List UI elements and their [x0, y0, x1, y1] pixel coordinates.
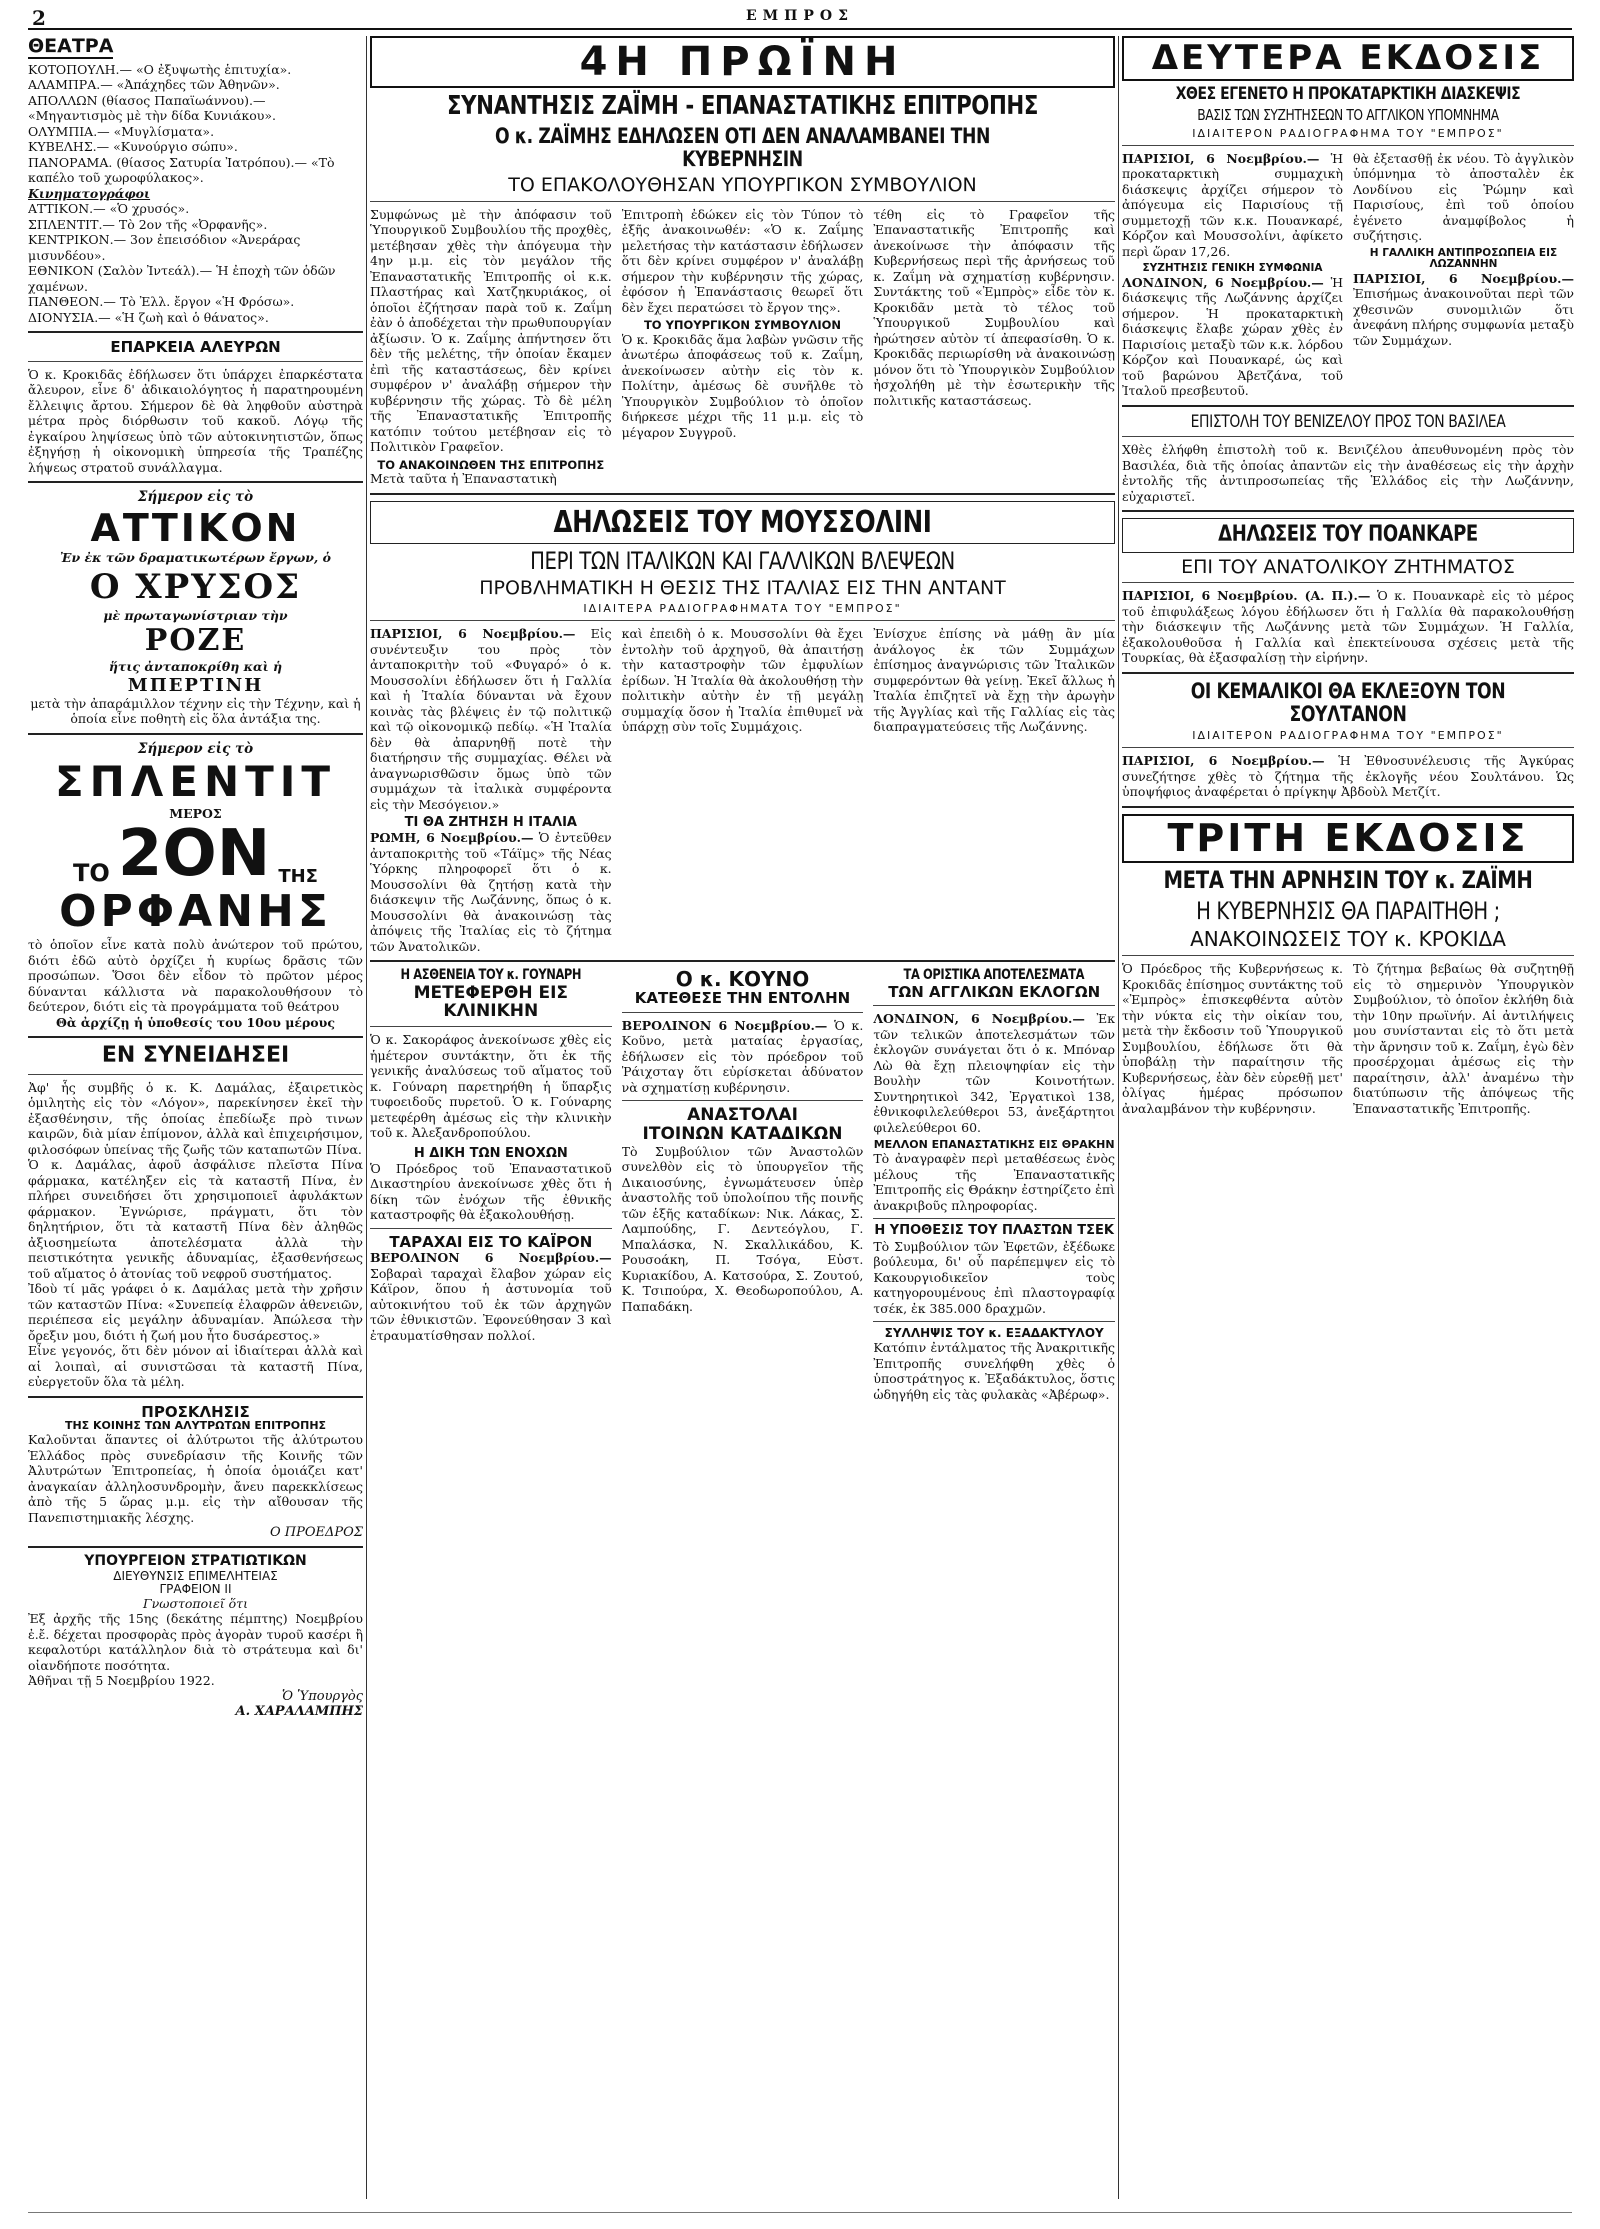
- kemalists-headline: ΟΙ ΚΕΜΑΛΙΚΟΙ ΘΑ ΕΚΛΕΞΟΥΝ ΤΟΝ ΣΟΥΛΤΑΝΟΝ: [1190, 678, 1506, 726]
- splendid-film: ΟΡΦΑΝΗΣ: [59, 886, 332, 938]
- theatre-listing: ΠΑΝΟΡΑΜΑ. (θίασος Σατυρία Ἰατρόπου).— «Τὸ καπέλο τοῦ χωροφύλακος».: [28, 154, 335, 186]
- fourth-col-a-text: Συμφώνως μὲ τὴν ἀπόφασιν τοῦ Ὑπουργικοῦ Συμβουλίου τῆς προχθὲς, μετέβησαν χθὲς τὴν ἀπόγευμα τὴν 4ην μ.μ. εἰς τὸν μεγάλον τῆς Ἐπαναστατικῆς Ἐπιτροπῆς οἱ κ.κ. Πλαστήρας καὶ Χατζηκυριάκος, οἱ ὁποῖοι ἐζήτησαν παρὰ τοῦ κ. Ζαΐμη ἐὰν ὁ ἀποδέχεται τὴν πρωθυπουργίαν ἀξίωσιν. Ὁ κ. Ζαΐμης ἀπήντησεν ὅτι δὲν τῆς μελέτης, τῆν ὁποίαν ἔκαμεν ἐπὶ τῆς καταστάσεως, δὲν κρίνει συμφέρον ν' ἀναλάβῃ σήμερον τὴν κυβέρνησιν τῆς χώρας. Τὸ δὲ μέλη τῆς Ἐπαναστατικῆς Ἐπιτροπῆς κατόπιν τούτου μετέβησαν εἰς τὸ Πολιτικὸν Γραφεῖον.: [370, 206, 612, 455]
- flour-body: Ὁ κ. Κροκιδᾶς ἐδήλωσεν ὅτι ὑπάρχει ἐπαρκέστατα ἄλευρον, εἶνε δ' ἀδικαιολόγητος ἡ παρατηρουμένη ἔλλειψις ἄρτου. Σήμερον δὲ θὰ ληφθοῦν αὐστηρὰ μέτρα πρὸς διόρθωσιν τοῦ κακοῦ. Λόγῳ τῆς ἐγκαίρου ληψίσεως ὑπὸ τῶν αὐτοκινητιστῶν, ὅπως ἐξηγήσῃ ἡ οἰκονομικὴ ὑπηρεσία τῆς Τραπέζης λήψεως στρατοῦ συνάλλαγμα.: [28, 366, 363, 475]
- theatre-listing: ΠΑΝΘΕΟΝ.— Τὸ Ἐλλ. ἔργον «Ἡ Φρόσω».: [28, 294, 295, 310]
- newspaper-title: ΕΜΠΡΟΣ: [745, 8, 854, 24]
- kemalists-article: [1122, 680, 1574, 800]
- splendid-post: ΤΗΣ: [278, 866, 318, 888]
- fourth-col-b-text: Ἐπιτροπὴ ἐδώκεν εἰς τὸν Τύπον τὸ ἑξῆς ἀνακοινωθέν: «Ὁ κ. Ζαΐμης μελετήσας τὴν κατάστασιν ἐδήλωσεν ὅτι δὲν κρίνει συμφέρον ν' ἀναλάβῃ σήμερον τὴν κυβέρνησιν τῆς χώρας, ἐφόσον ἡ Ἐπανάστασις θεωρεῖ ὅτι δὲν ἔχει περατώσει τὸ ἔργον της».: [621, 206, 864, 315]
- trial-body: Ὁ Πρόεδρος τοῦ Ἐπαναστατικοῦ Δικαστηρίου ἀνεκοίνωσε χθὲς ὅτι ἡ δίκη τῶν ἐνόχων τῆς ἐθνικῆς καταστροφῆς θὰ ἐξακολουθήσῃ.: [370, 1160, 612, 1223]
- mussolini-col-a-dateline: ΡΩΜΗ, 6 Νοεμβρίου.—: [370, 830, 534, 846]
- cairo-body: Σοβαραὶ ταραχαὶ ἔλαβον χώραν εἰς Κάϊρον, ὅπου ἡ ἀστυνομία τοῦ αὐτοκινήτου τοῦ ἐκ τῶν ἀρχηγῶν τῶν ἐθνικιστῶν. Ἐφονεύθησαν 3 καὶ ἐτραυματίσθησαν πολλοί.: [370, 1265, 612, 1343]
- kouno-dateline: ΒΕΡΟΛΙΝΟΝ 6 Νοεμβρίου.—: [621, 1017, 828, 1033]
- splendid-number-row: [28, 817, 363, 892]
- third-edition-title: ΤΡΙΤΗ ΕΚΔΟΣΙΣ: [1122, 814, 1574, 864]
- splendid-body: τὸ ὁποῖον εἶνε κατὰ πολὺ ἀνώτερον τοῦ πρώτου, διότι ἐδῶ αὐτὸ ὀρχίζει ἡ κυρίως δρᾶσις τῶν προσώπων. Ὅσοι δὲν εἶδον τὸ πρῶτον μέρος δύνανται κάλλιστα νὰ παρακολουθήσουν τὸ δεύτερον, διότι εἰς τὰ προγράμματα τοῦ θεάτρου: [28, 937, 363, 1015]
- attikon-star2: ΜΠΕΡΤΙΝΗ: [127, 674, 264, 696]
- lower-col-b: [622, 968, 864, 1402]
- fourth-headline-2: Ο κ. ΖΑΪΜΗΣ ΕΔΗΛΩΣΕΝ ΟΤΙ ΔΕΝ ΑΝΑΛΑΜΒΑΝΕΙ ΤΗΝ ΚΥΒΕΡΝΗΣΙΝ: [494, 123, 991, 171]
- ministry-heading: ΥΠΟΥΡΓΕΙΟΝ ΣΤΡΑΤΙΩΤΙΚΩΝ: [84, 1553, 307, 1570]
- kemalists-body: Ἡ Ἐθνοσυνέλευσις τῆς Ἀγκύρας συνεζήτησε χθὲς τὸ ζήτημα τῆς ἐκλογῆς νέου Σουλτάνου. Ὡς ὑποψήφιος ἀναφέρεται ὁ πρίγκηψ Ἀβδοὺλ Μετζίτ.: [1122, 753, 1574, 800]
- mussolini-col-c: [873, 626, 1115, 954]
- kemalists-dateline: ΠΑΡΙΣΙΟΙ, 6 Νοεμβρίου.—: [1122, 753, 1325, 769]
- theatre-listing: ΕΘΝΙΚΟΝ (Σαλὸν Ἰντεάλ).— Ἡ ἐποχὴ τῶν ὁδῶν χαμένων.: [28, 263, 336, 294]
- theatre-listing: ΑΠΟΛΛΩΝ (θίασος Παπαϊωάννου).— «Μηγαντισμὸς μὲ τὴν δίδα Κυνιάκου».: [28, 92, 277, 124]
- mussolini-headline-1: ΔΗΛΩΣΕΙΣ ΤΟΥ ΜΟΥΣΣΟΛΙΝΙ: [370, 501, 1115, 544]
- lower-col-a: [370, 968, 612, 1402]
- poincare-body: Ὁ κ. Πουανκαρὲ εἰς τὸ μέρος τοῦ ἐπιφυλάξεως λόγου ἐδήλωσεν ὅτι ἡ Γαλλία θὰ παρακολουθήσῃ τὴν διάσκεψιν τῆς Λωζάννης μετὰ τῶν Συμμάχων. Ἡ Γαλλία, ἐξακολουθοῦσα ἡ Γαλλία καὶ ἐπεκτείνουσα σχέσεις μετὰ τῆς Τουρκίας, θὰ ἐξασφαλίσῃ τὴν εἰρήνην.: [1122, 588, 1574, 666]
- fourth-col-c-text: τέθη εἰς τὸ Γραφεῖον τῆς Ἐπαναστατικῆς Ἐπιτροπῆς καὶ ἀνεκοίνωσε τὴν ἀπόφασιν τῆς Κυβερνήσεως περὶ τῆς ἀρνήσεως τοῦ κ. Ζαΐμη νὰ σχηματίσῃ κυβέρνησιν. Συντάκτης τοῦ «Ἐμπρὸς» εἶδε τὸν κ. Κροκιδᾶν μετὰ τὸ τέλος τοῦ Ὑπουργικοῦ Συμβουλίου καὶ ἠρώτησεν αὐτὸν τί ἀπεφασίσθη. Ὁ κ. Κροκιδᾶς περιωρίσθη νὰ ἀνακοινώσῃ μόνον ὅτι τὸ Ὑπουργικὸν Συμβούλιον ἠσχολήθη μὲ τὴν ἐσωτερικὴν τῆς πολιτικῆς καταστάσεως.: [873, 206, 1115, 408]
- splendid-ad: [28, 741, 363, 1031]
- second-edition: [1122, 36, 1574, 399]
- mussolini-col-a: [370, 626, 612, 954]
- ministry-sub: ΔΙΕΥΘΥΝΣΙΣ ΕΠΙΜΕΛΗΤΕΙΑΣ: [113, 1568, 278, 1583]
- flour-article: [28, 339, 363, 475]
- splendid-pre: ΤΟ: [73, 859, 110, 888]
- third-headline-2: Η ΚΥΒΕΡΝΗΣΙΣ ΘΑ ΠΑΡΑΙΤΗΘΗ ;: [1196, 896, 1500, 925]
- third-col-a-text: Ὁ Πρόεδρος τῆς Κυβερνήσεως κ. Κροκιδᾶς ἐπίσημος συντάκτης τοῦ «Ἐμπρὸς» ἐπισκεφθέντα αὐτὸν τὴν νύκτα εἰς τὴν οἰκίαν του, μετὰ τὴν ἔκδοσιν τοῦ Ὑπουργικοῦ Συμβουλίου, ἐδήλωσε ὅτι θὰ ὑποβάλῃ τὴν παραίτησιν τῆς Κυβερνήσεως, ἐὰν δὲν εὑρεθῇ μετ' ὀλίγας ἡμέρας πρόσωπον ἀναλαμβάνον τὴν κυβέρνησιν.: [1122, 961, 1343, 1116]
- second-dateline-3: ΠΑΡΙΣΙΟΙ, 6 Νοεμβρίου.—: [1353, 270, 1574, 286]
- ministry-signature-name: Α. ΧΑΡΑΛΑΜΠΗΣ: [235, 1703, 363, 1719]
- third-col-a: [1122, 961, 1343, 1116]
- fourth-col-b: [622, 207, 864, 487]
- column-rule: [1118, 36, 1119, 2199]
- splendid-number: 2ΟΝ: [117, 817, 271, 892]
- venizelos-article: [1122, 413, 1574, 505]
- third-headline-1: ΜΕΤΑ ΤΗΝ ΑΡΝΗΣΙΝ ΤΟΥ κ. ΖΑΪΜΗ: [1163, 866, 1533, 895]
- kouno-body: Ὁ κ. Κοῦνο, μετὰ ματαίας ἐργασίας, ἐδήλωσεν εἰς τὸν πρόεδρον τοῦ Ῥάιχσταγ ὅτι εὐρίσκεται ἀδύνατον νὰ σχηματίσῃ κυβέρνησιν.: [621, 1017, 864, 1095]
- center-column: [370, 36, 1115, 2199]
- call-subheading: ΤΗΣ ΚΟΙΝΗΣ ΤΩΝ ΑΛΥΤΡΩΤΩΝ ΕΠΙΤΡΟΠΗΣ: [64, 1419, 327, 1433]
- mussolini-dateline: ΠΑΡΙΣΙΟΙ, 6 Νοεμβρίου.—: [370, 626, 576, 642]
- third-headline-3: ΑΝΑΚΟΙΝΩΣΕΙΣ ΤΟΥ κ. ΚΡΟΚΙΔΑ: [1190, 927, 1506, 952]
- flour-heading: ΕΠΑΡΚΕΙΑ ΑΛΕΥΡΩΝ: [110, 338, 281, 357]
- third-col-b: [1353, 961, 1574, 1116]
- kouno-headline-1: Ο κ. ΚΟΥΝΟ: [675, 968, 810, 992]
- elections-body-2: Τὸ ἀναγραφὲν περὶ μεταθέσεως ἑνὸς μέλους τῆς Ἐπαναστατικῆς Ἐπιτροπῆς εἰς Θράκην ἐστηρίζετο ἐπὶ ἀνακριβοῦς πληροφορίας.: [873, 1151, 1115, 1213]
- mussolini-headline-3: ΠΡΟΒΛΗΜΑΤΙΚΗ Η ΘΕΣΙΣ ΤΗΣ ΙΤΑΛΙΑΣ ΕΙΣ ΤΗΝ ΑΝΤΑΝΤ: [479, 577, 1006, 600]
- mussolini-col-b-text: καὶ ἐπειδὴ ὁ κ. Μουσσολίνι θὰ ἔχει ἐντολὴν τοῦ ἀρχηγοῦ, θὰ ἀπαιτήσῃ τὴν καταστροφὴν τῶν ἐμφυλίων ἐρίδων. Ἡ Ἰταλία θὰ ἀκολουθήσῃ τὴν πολιτικὴν αὐτὴν ἐν τῇ μεγάλῃ συμμαχίᾳ ὅσον ἡ Ἰταλία ἐπιθυμεῖ νὰ ὑπάρχῃ σὺν τοῖς Συμμάχοις.: [621, 626, 864, 735]
- kouno-headline-2: ΚΑΤΕΘΕΣΕ ΤΗΝ ΕΝΤΟΛΗΝ: [634, 989, 851, 1008]
- mussolini-col-a-text: Εἰς συνέντευξιν του πρὸς τὸν ἀνταποκριτὴν τοῦ «Φυγαρό» ὁ κ. Μουσσολίνι ἐδήλωσεν ὅτι ἡ Γαλλία καὶ ἡ Ἰταλία δύνανται νὰ ἔχουν κοινὰς τὰς βλέψεις ἐν τῷ πολιτικῷ καὶ τῷ οἰκονομικῷ πεδίῳ. «Ἡ Ἰταλία δὲν θὰ ἀπαρνηθῇ ποτὲ τὴν διατήρησιν τῆς συμμαχίας. Θέλει νὰ ἀναγνωρισθῶσιν ὅμως ὑπὸ τῶν συμμάχων τὰ ἰταλικὰ συμφέροντα εἰς τὴν Μεσόγειον.»: [370, 626, 612, 812]
- mussolini-columns: [370, 626, 1115, 954]
- theatre-listing: ΣΠΛΕΝΤΙΤ.— Τὸ 2ον τῆς «Ὀρφανῆς».: [28, 216, 268, 232]
- poincare-dateline: ΠΑΡΙΣΙΟΙ, 6 Νοεμβρίου. (Α. Π.).—: [1122, 588, 1371, 604]
- trials-headline-2: ΙΤΟΙΝΩΝ ΚΑΤΑΔΙΚΩΝ: [642, 1124, 843, 1145]
- call-signature: Ο ΠΡΟΕΔΡΟΣ: [269, 1525, 363, 1541]
- trial-sub: Η ΔΙΚΗ ΤΩΝ ΕΝΟΧΩΝ: [413, 1145, 568, 1161]
- call-body: Καλοῦνται ἅπαντες οἱ ἀλύτρωτοι τῆς ἀλύτρωτου Ἑλλάδος πρὸς συνεδρίασιν τῆς Κοινῆς τῶν Ἀλυτρώτων Ἐπιτροπείας, ἡ ὁποία ὁμοιάζει κατ' ἀναγκαίαν ἀλληλοσυνδρομὴν, ἄνευ παρεκκλίσεως ἀπὸ τῆς 5 ὥρας μ.μ. εἰς τὴν αἴθουσαν τῆς Πανεπιστημιακῆς λέσχης.: [28, 1432, 363, 1525]
- call-heading: ΠΡΟΣΚΛΗΣΙΣ: [141, 1402, 250, 1421]
- third-edition: [1122, 814, 1574, 1117]
- left-column: [28, 36, 363, 2199]
- page-bottom-rule: [28, 2212, 1572, 2213]
- elections-dateline: ΛΟΝΔΙΝΟΝ, 6 Νοεμβρίου.—: [873, 1011, 1085, 1027]
- trials-body: Τὸ Συμβούλιον τῶν Ἀναστολῶν συνελθὸν εἰς τὸ ὑπουργεῖον τῆς Δικαιοσύνης, ἐγνωμάτευσεν ὑπὲρ ἀναστολῆς τοῦ ὑπολοίπου τῆς ποινῆς τῶν ἑξῆς καταδίκων: Νικ. Λάκας, Σ. Λαμπούδης, Γ. Δεντεόγλου, Γ. Μπαλάσκα, Ν. Σκαλλικάδου, Κ. Ρουσοάκη, Π. Τσόγα, Εὐστ. Κυριακίδου, Α. Κατσούρα, Σ. Ζουτού, Κ. Τσιπούρα, Χ. Θεοδωροπούλου, Α. Παπαδάκη.: [621, 1143, 864, 1314]
- theatre-listing: ΟΛΥΜΠΙΑ.— «Μυγλίσματα».: [28, 123, 215, 139]
- second-col-b-text: θὰ ἐξετασθῇ ἐκ νέου. Τὸ ἀγγλικὸν ὑπόμνημα τὸ ἀποσταλὲν ἐκ Λονδίνου εἰς Ῥώμην καὶ Παρισίους, ἐπὶ τοῦ ὁποίου ἐγένετο ἀναμφίβολος ἡ συζήτησις.: [1353, 150, 1574, 244]
- poincare-article: [1122, 518, 1574, 666]
- venizelos-body: Χθὲς ἐλήφθη ἐπιστολὴ τοῦ κ. Βενιζέλου ἀπευθυνομένη πρὸς τὸν Βασιλέα, διὰ τῆς ὁποίας ἀπαντῶν εἰς τὴν ἀναθέσεως εἰς τὴν ἀρχὴν ἐντολῆς τῆς ἀντιπροσωπείας τῆς Ἑλλάδος εἰς τὴν Λωζάννην, εὐχαριστεῖ.: [1122, 442, 1574, 504]
- conscience-body-3: Ἰδοὺ τί μᾶς γράφει ὁ κ. Δαμάλας μετὰ τὴν χρῆσιν τῶν καταστῶν Πίνα: «Συνεπείᾳ ἐλαφρῶν ἀθενειῶν, περιέπεσα εἰς μεγάλην ἀδυναμίαν. Ἀπώλεσα τὴν ὄρεξιν μου, διότι ἡ ζωή μου ἦτο δυσάρεστος.»: [28, 1281, 363, 1343]
- second-credit: ΙΔΙΑΙΤΕΡΟΝ ΡΑΔΙΟΓΡΑΦΗΜΑ ΤΟΥ "ΕΜΠΡΟΣ": [1192, 126, 1504, 140]
- second-dateline-2: ΛΟΝΔΙΝΟΝ, 6 Νοεμβρίου.—: [1122, 274, 1324, 290]
- attikon-line4: μετὰ τὴν ἀπαράμιλλον τέχνην εἰς τὴν Τέχνην, καὶ ἡ ὁποία εἶνε ποθητὴ εἰς ὅλα ἀντάξια της.: [30, 695, 361, 727]
- teek-headline: Η ΥΠΟΘΕΣΙΣ ΤΟΥ ΠΛΑΣΤΩΝ ΤΣΕΚ: [874, 1223, 1114, 1239]
- conscience-body-2: Ὁ κ. Δαμάλας, ἀφοῦ ἀσφάλισε πλεῖστα Πίνα φάρμακα, κατέληξεν εἰς τὰ καταστῆ Πίνα, ἐν πλήρει συνειδήσει ὅτι χρησιμοποιεῖ ἀφυλάκτων φάρμακον. Ἐγνώρισε, πράγματι, ὅτι τὸν δηλητήριον, ὅτι τὰ καταστῆ Πίνα δὲν ἀληθῶς ἀξιοσημείωτα ἀποτελέσματα ἀλλὰ τὴν πειστικότητα γενικῆς ἀδυναμίας, ἐξασθενήσεως τοῦ αἵματος ὁ ἀτονίας τοῦ νεφροῦ συστήματος.: [28, 1157, 363, 1281]
- column-rule: [366, 36, 367, 2199]
- theatre-listing: Κινηματογράφοι: [28, 185, 151, 201]
- attikon-line1: Ἐν ἐκ τῶν δραματικωτέρων ἔργων, ὁ: [60, 550, 331, 566]
- right-column: [1122, 36, 1574, 2199]
- attikon-film: Ο ΧΡΥΣΟΣ: [89, 566, 302, 607]
- conscience-heading: ΕΝ ΣΥΝΕΙΔΗΣΕΙ: [101, 1043, 290, 1069]
- ministry-notice: [28, 1554, 363, 1719]
- attikon-line2: μὲ πρωταγωνίστριαν τὴν: [103, 607, 288, 623]
- second-col-b: [1353, 151, 1574, 399]
- teek-body: Τὸ Συμβούλιον τῶν Ἐφετῶν, ἐξέδωκε βούλευμα, δι' οὗ παρέπεμψεν εἰς τὸ Κακουργιοδικεῖον τοὺς κατηγορουμένους ἐπὶ πλαστογραφίᾳ τσέκ, ἐκ 385.000 δραχμῶν.: [873, 1238, 1115, 1316]
- cairo-dateline: ΒΕΡΟΛΙΝΟΝ 6 Νοεμβρίου.—: [370, 1250, 612, 1266]
- venizelos-headline: ΕΠΙΣΤΟΛΗ ΤΟΥ ΒΕΝΙΖΕΛΟΥ ΠΡΟΣ ΤΟΝ ΒΑΣΙΛΕΑ: [1190, 411, 1506, 432]
- theatres-section: [28, 36, 363, 325]
- fourth-col-a-text-2: Μετὰ ταῦτα ἡ Ἐπαναστατικὴ: [370, 471, 557, 487]
- second-columns: [1122, 151, 1574, 399]
- mussolini-col-a-text-2: Ὁ ἐντεῦθεν ἀνταποκριτὴς τοῦ «Τάϊμς» τῆς Νέας Ὑόρκης πληροφορεῖ ὅτι ὁ κ. Μουσσολίνι θὰ ζητήσῃ κατὰ τὴν διάσκεψιν τῆς Λωζάννης, ὅπως ὁ κ. Μουσσολίνι θὰ ἀνακοινώσῃ τὰς ἀπόψεις τῆς Ἰταλίας εἰς τὸ ζήτημα τῶν Ἀνατολικῶν.: [370, 830, 612, 954]
- fourth-col-c: [873, 207, 1115, 487]
- fourth-edition: [370, 36, 1115, 487]
- poincare-headline-2: ΕΠΙ ΤΟΥ ΑΝΑΤΟΛΙΚΟΥ ΖΗΤΗΜΑΤΟΣ: [1181, 555, 1515, 578]
- third-col-b-text: Τὸ ζήτημα βεβαίως θὰ συζητηθῇ εἰς τὸ σημερινὸν Ὑπουργικὸν Συμβούλιον, τὸ ὁποῖον ἐκλήθη διὰ τὴν 10ην πρωϊνήν. Αἱ ἀντιλήψεις μου συνίστανται εἰς τὸ ὅτι μετὰ τὴν ἄρνησιν τοῦ κ. Ζαΐμη, ἐγὼ δὲν προσέρχομαι ἀμέσως εἰς τὴν παραίτησιν, ἀλλ' ἀναμένω τὴν διατύπωσιν τῆς ἀπόψεως τῆς Ἐπαναστατικῆς Ἐπιτροπῆς.: [1353, 961, 1574, 1116]
- fourth-columns: [370, 207, 1115, 487]
- cairo-headline: ΤΑΡΑΧΑΙ ΕΙΣ ΤΟ ΚΑΪΡΟΝ: [389, 1232, 593, 1251]
- elections-headline-1: ΤΑ ΟΡΙΣΤΙΚΑ ΑΠΟΤΕΛΕΣΜΑΤΑ: [903, 968, 1085, 984]
- elections-headline-2: ΤΩΝ ΑΓΓΛΙΚΩΝ ΕΚΛΟΓΩΝ: [888, 982, 1101, 1001]
- second-body: Ἡ προκαταρκτικὴ συμμαχικὴ διάσκεψις ἀρχίζει σήμερον τὸ ἀπόγευμα εἰς Παρισίους τῇ συμμετοχῇ τῶν κ.κ. Πουανκαρέ, Κόρζον καὶ Μουσσολίνι, ἀφίκετο περὶ ὥραν 17,26.: [1122, 150, 1343, 259]
- gounaris-body: Ὁ κ. Σακοράφος ἀνεκοίνωσε χθὲς εἰς ἡμέτερον συντάκτην, ὅτι ἐκ τῆς γενικῆς ἀναλύσεως τοῦ αἵματος τοῦ κ. Γούναρη παρετηρήθη ἡ ὕπαρξις τυφοειδοῦς πυρετοῦ. Ὁ κ. Γούναρης μετεφέρθη ἀμέσως εἰς τὴν κλινικὴν τοῦ κ. Ἀλεξανδροπούλου.: [370, 1032, 612, 1141]
- theatre-list: [28, 62, 363, 326]
- trials-headline-1: ΑΝΑΣΤΟΛΑΙ: [687, 1105, 798, 1126]
- escape-headline: ΣΥΛΛΗΨΙΣ ΤΟΥ κ. ΕΞΑΔΑΚΤΥΛΟΥ: [884, 1326, 1104, 1341]
- escape-body: Κατόπιν ἐντάλματος τῆς Ἀνακριτικῆς Ἐπιτροπῆς συνελήφθη χθὲς ὁ ὑποστράτηγος κ. Ἐξαδάκτυλος, ὅστις ὡδηγήθη εἰς τὰς φυλακὰς «Ἀβέρωφ».: [873, 1340, 1115, 1402]
- attikon-star: ΡΟΖΕ: [144, 623, 247, 659]
- conscience-article: [28, 1044, 363, 1389]
- second-body-3: Ἐπισήμως ἀνακοινοῦται περὶ τῶν χθεσινῶν συνομιλιῶν ὅτι ἀνεφάνη πλήρης συμφωνία μεταξὺ τῶν Συμμάχων.: [1353, 286, 1574, 348]
- gounaris-headline-2: ΜΕΤΕΦΕΡΘΗ ΕΙΣ ΚΛΙΝΙΚΗΝ: [413, 982, 569, 1022]
- ministry-signature-role: Ὁ Ὑπουργὸς: [281, 1688, 363, 1704]
- mussolini-headline-2: ΠΕΡΙ ΤΩΝ ΙΤΑΛΙΚΩΝ ΚΑΙ ΓΑΛΛΙΚΩΝ ΒΛΕΨΕΩΝ: [530, 546, 955, 575]
- conscience-body-4: Εἶνε γεγονός, ὅτι δὲν μόνον αἱ ἰδιαίτεραι ἀλλὰ καὶ αἱ λοιπαὶ, αἱ συνιστῶσαι τὰ καταστῆ Πίνα, εὐεργετοῦν ὅλα τὰ μέλη.: [28, 1343, 363, 1390]
- attikon-today: Σήμερον εἰς τὸ: [137, 489, 254, 506]
- theatres-heading: ΘΕΑΤΡΑ: [28, 36, 114, 57]
- elections-body: Ἐκ τῶν τελικῶν ἀποτελεσμάτων τῶν ἐκλογῶν συνάγεται ὅτι ὁ κ. Μπόναρ Λὼ θὰ ἔχῃ πλειοψηφίαν εἰς τὴν Βουλὴν τῶν Κοινοτήτων. Συντηρητικοὶ 342, Ἐργατικοὶ 138, ἐθνικοφιλελεύθεροι 53, ἀνεξάρτητοι φιλελεύθεροι 60.: [873, 1011, 1115, 1135]
- ministry-body: Ἐξ ἀρχῆς τῆς 15ης (δεκάτης πέμπτης) Νοεμβρίου ἐ.ἔ. δέχεται προσφορὰς πρὸς ἀγορὰν τυροῦ κασέρι ἢ κεφαλοτύρι κατάλληλον διὰ τὸ στράτευμα καὶ δι' οἰανδήποτε ποσότητα.: [28, 1611, 363, 1673]
- kemalists-credit: ΙΔΙΑΙΤΕΡΟΝ ΡΑΔΙΟΓΡΑΦΗΜΑ ΤΟΥ "ΕΜΠΡΟΣ": [1192, 729, 1504, 743]
- theatre-listing: ΚΕΝΤΡΙΚΟΝ.— 3ον ἐπεισόδιον «Ἀνεράρας μισυνδέου».: [28, 232, 301, 263]
- mussolini-col-c-text: Ἐνίσχυε ἐπίσης νὰ μάθῃ ἂν μία ἀνάλογος ἐκ τῶν Συμμάχων ἐπίσημος ἀναγνώρισις τῶν Ἰταλικῶν συμφερόντων θὰ γείνῃ. Ἐκεῖ ἄλλως ἡ Ἰταλία ἐπιζητεῖ νὰ ἔχῃ τὴν ἀρωγὴν τῆς Ἀγγλίας καὶ τῆς Γαλλίας εἰς τὰς διαπραγματεύσεις τῆς Λωζάννης.: [873, 626, 1115, 735]
- ministry-office: ΓΡΑΦΕΙΟΝ ΙΙ: [159, 1581, 232, 1596]
- second-headline-1: ΧΘΕΣ ΕΓΕΝΕΤΟ Η ΠΡΟΚΑΤΑΡΚΤΙΚΗ ΔΙΑΣΚΕΨΙΣ: [1175, 84, 1521, 105]
- poincare-headline-1: ΔΗΛΩΣΕΙΣ ΤΟΥ ΠΟΑΝΚΑΡΕ: [1122, 518, 1574, 552]
- mussolini-col-a-sub: ΤΙ ΘΑ ΖΗΤΗΣΗ Η ΙΤΑΛΙΑ: [404, 815, 577, 831]
- splendid-closing: Θὰ ἀρχίζῃ ἡ ὑποθεσίς του 10ου μέρους: [56, 1014, 335, 1030]
- theatre-listing: ΚΥΒΕΛΗΣ.— «Κυνούργιο σώπυ».: [28, 139, 238, 155]
- splendid-today: Σήμερον εἰς τὸ: [137, 740, 254, 757]
- second-headline-2: ΒΑΣΙΣ ΤΩΝ ΣΥΖΗΤΗΣΕΩΝ ΤΟ ΑΓΓΛΙΚΟΝ ΥΠΟΜΝΗΜΑ: [1197, 106, 1499, 125]
- attikon-venue: ΑΤΤΙΚΟΝ: [90, 506, 301, 551]
- ministry-label: Γνωστοποιεῖ ὅτι: [142, 1595, 248, 1611]
- second-sub: ΣΥΖΗΤΗΣΙΣ ΓΕΝΙΚΗ ΣΥΜΦΩΝΙΑ: [1142, 262, 1323, 275]
- second-sub-2: Η ΓΑΛΛΙΚΗ ΑΝΤΙΠΡΟΣΩΠΕΙΑ ΕΙΣ ΛΩΖΑΝΝΗΝ: [1369, 246, 1558, 271]
- theatre-listing: ΑΤΤΙΚΟΝ.— «Ὁ χρυσός».: [28, 201, 190, 217]
- fourth-col-a: [370, 207, 612, 487]
- lower-center: [370, 968, 1115, 1402]
- conscience-body-1: Ἀφ' ἧς συμβῆς ὁ κ. Κ. Δαμάλας, ἐξαιρετικὸς ὁμιλητὴς εἰς τὸν «Λόγον», παρεκίνησεν ἐκεῖ τὴν ἐξασθένησιν, τῆς ὁποίας ἐπεδίωξε πρὸ τινων καιρῶν, διὰ μίαν ἐπίμονον, ἀλλὰ καὶ ἐπιχειρήσιμον, φιλοσόφων ὑπείνας τῆς ζωῆς τῶν καταπωτῶν Πίνα.: [28, 1079, 363, 1157]
- theatre-listing: ΚΟΤΟΠΟΥΛΗ.— «Ο ἐξυψωτὴς ἑπιτυχία».: [28, 61, 292, 77]
- call-article: [28, 1404, 363, 1541]
- second-body-2: Ἡ διάσκεψις τῆς Λωζάννης ἀρχίζει σήμερον. Ἡ προκαταρκτικὴ διάσκεψις ἔλαβε χώραν χθὲς ἐν Παρισίοις μεταξὺ τῶν κ.κ. λόρδου Κόρζον καὶ Πουανκαρέ, ὡς καὶ τοῦ βαρώνου Ἀβετζάνα, τοῦ Ἰταλοῦ πρεσβευτοῦ.: [1122, 274, 1343, 399]
- fourth-col-b-sub: ΤΟ ΥΠΟΥΡΓΙΚΟΝ ΣΥΜΒΟΥΛΙΟΝ: [643, 318, 842, 333]
- attikon-ad: [28, 489, 363, 727]
- third-columns: [1122, 961, 1574, 1116]
- second-edition-title: ΔΕΥΤΕΡΑ ΕΚΔΟΣΙΣ: [1122, 36, 1574, 81]
- fourth-headline-1: ΣΥΝΑΝΤΗΣΙΣ ΖΑΪΜΗ - ΕΠΑΝΑΣΤΑΤΙΚΗΣ ΕΠΙΤΡΟΠΗΣ: [446, 91, 1039, 121]
- attikon-line3: ἥτις ἀνταποκρίθη καὶ ἡ: [108, 659, 283, 675]
- mussolini-article: [370, 501, 1115, 955]
- fourth-edition-title: 4Η ΠΡΩΪΝΗ: [370, 36, 1115, 88]
- lower-col-c: [873, 968, 1115, 1402]
- fourth-col-b-text-2: Ὁ κ. Κροκιδᾶς ἅμα λαβὼν γνῶσιν τῆς ἀνωτέρω ἀποφάσεως τοῦ κ. Ζαΐμη, ἀνεκοίνωσεν αὐτὴν εἰς τὸν κ. Πολίτην, ἀμέσως δὲ συνῆλθε τὸ Ὑπουργικὸν Συμβούλιον τὸ ὁποῖον διήρκεσε μέχρι τῆς 11 μ.μ. εἰς τὸ μέγαρον Συγγροῦ.: [621, 331, 864, 440]
- masthead: [28, 8, 1572, 30]
- fourth-headline-3: ΤΟ ΕΠΑΚΟΛΟΥΘΗΣΑΝ ΥΠΟΥΡΓΙΚΟΝ ΣΥΜΒΟΥΛΙΟΝ: [508, 173, 977, 196]
- mussolini-credit: ΙΔΙΑΙΤΕΡΑ ΡΑΔΙΟΓΡΑΦΗΜΑΤΑ ΤΟΥ "ΕΜΠΡΟΣ": [583, 602, 902, 616]
- splendid-venue: ΣΠΛΕΝΤΙΤ: [54, 756, 337, 806]
- page-number: 2: [32, 6, 46, 30]
- elections-sub: ΜΕΛΛΟΝ ΕΠΑΝΑΣΤΑΤΙΚΗΣ ΕΙΣ ΘΡΑΚΗΝ: [873, 1138, 1115, 1152]
- mussolini-col-b: [622, 626, 864, 954]
- theatre-listing: ΑΛΑΜΠΡΑ.— «Ἀπάχηδες τῶν Ἀθηνῶν».: [28, 77, 280, 93]
- second-col-a: [1122, 151, 1343, 399]
- gounaris-headline-1: Η ΑΣΘΕΝΕΙΑ ΤΟΥ κ. ΓΟΥΝΑΡΗ: [400, 968, 582, 984]
- second-dateline: ΠΑΡΙΣΙΟΙ, 6 Νοεμβρίου.—: [1122, 150, 1320, 166]
- fourth-col-a-sub: ΤΟ ΑΝΑΚΟΙΝΩΘΕΝ ΤΗΣ ΕΠΙΤΡΟΠΗΣ: [377, 457, 605, 472]
- ministry-date: Ἀθῆναι τῇ 5 Νοεμβρίου 1922.: [28, 1673, 215, 1689]
- splendid-part: ΜΕΡΟΣ: [169, 805, 222, 821]
- theatre-listing: ΔΙΟΝΥΣΙΑ.— «Ἡ ζωὴ καὶ ὁ θάνατος».: [28, 309, 269, 325]
